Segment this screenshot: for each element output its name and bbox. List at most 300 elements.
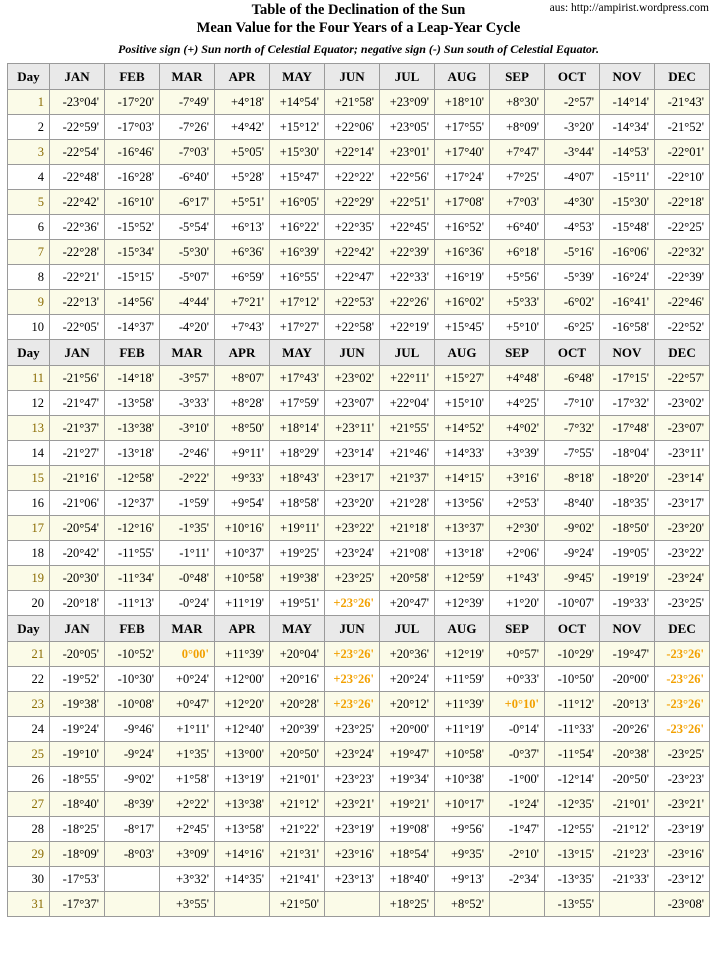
declination-cell: +23°23' bbox=[325, 767, 380, 792]
declination-cell: -6°48' bbox=[545, 366, 600, 391]
declination-cell: +14°52' bbox=[435, 416, 490, 441]
day-number-cell: 13 bbox=[8, 416, 50, 441]
declination-cell: +22°29' bbox=[325, 190, 380, 215]
declination-cell: -2°10' bbox=[490, 842, 545, 867]
table-row bbox=[8, 842, 710, 867]
declination-cell: +9°35' bbox=[435, 842, 490, 867]
declination-cell: -23°24' bbox=[655, 566, 710, 591]
table-row bbox=[8, 767, 710, 792]
declination-cell: -18°50' bbox=[600, 516, 655, 541]
declination-cell: +16°19' bbox=[435, 265, 490, 290]
declination-cell: +16°55' bbox=[270, 265, 325, 290]
header-cell-day: Day bbox=[8, 616, 50, 642]
declination-cell: +17°08' bbox=[435, 190, 490, 215]
declination-cell: -2°34' bbox=[490, 867, 545, 892]
declination-cell: -16°10' bbox=[105, 190, 160, 215]
declination-cell: -18°20' bbox=[600, 466, 655, 491]
declination-cell: -13°55' bbox=[545, 892, 600, 917]
declination-cell: -12°35' bbox=[545, 792, 600, 817]
declination-cell: -11°13' bbox=[105, 591, 160, 616]
table-row bbox=[8, 792, 710, 817]
declination-cell: -9°24' bbox=[545, 541, 600, 566]
declination-cell: +18°29' bbox=[270, 441, 325, 466]
declination-cell: -10°08' bbox=[105, 692, 160, 717]
declination-cell: -12°55' bbox=[545, 817, 600, 842]
declination-cell: -14°56' bbox=[105, 290, 160, 315]
declination-cell: -10°30' bbox=[105, 667, 160, 692]
declination-cell: +0°57' bbox=[490, 642, 545, 667]
declination-cell: +21°01' bbox=[270, 767, 325, 792]
declination-cell: +7°43' bbox=[215, 315, 270, 340]
declination-cell: +23°26' bbox=[325, 692, 380, 717]
declination-cell: -20°00' bbox=[600, 667, 655, 692]
declination-cell: +10°16' bbox=[215, 516, 270, 541]
declination-cell: -2°22' bbox=[160, 466, 215, 491]
declination-cell: +6°40' bbox=[490, 215, 545, 240]
declination-cell: +23°14' bbox=[325, 441, 380, 466]
declination-cell: +23°26' bbox=[325, 642, 380, 667]
declination-cell: +3°09' bbox=[160, 842, 215, 867]
declination-cell: -0°24' bbox=[160, 591, 215, 616]
declination-cell: -23°19' bbox=[655, 817, 710, 842]
declination-cell bbox=[215, 892, 270, 917]
declination-cell: -11°34' bbox=[105, 566, 160, 591]
declination-cell: +22°19' bbox=[380, 315, 435, 340]
declination-cell: +19°34' bbox=[380, 767, 435, 792]
table-row bbox=[8, 90, 710, 115]
declination-cell: +13°18' bbox=[435, 541, 490, 566]
declination-cell: -5°39' bbox=[545, 265, 600, 290]
declination-cell: -23°26' bbox=[655, 717, 710, 742]
declination-cell: -7°32' bbox=[545, 416, 600, 441]
declination-cell: +17°59' bbox=[270, 391, 325, 416]
declination-cell: +1°58' bbox=[160, 767, 215, 792]
declination-cell: -18°04' bbox=[600, 441, 655, 466]
table-row bbox=[8, 466, 710, 491]
declination-cell: -12°14' bbox=[545, 767, 600, 792]
day-number-cell: 29 bbox=[8, 842, 50, 867]
declination-cell: +15°10' bbox=[435, 391, 490, 416]
declination-cell: -8°17' bbox=[105, 817, 160, 842]
declination-cell: -0°37' bbox=[490, 742, 545, 767]
declination-cell: +20°36' bbox=[380, 642, 435, 667]
declination-cell: +5°28' bbox=[215, 165, 270, 190]
declination-cell: -20°54' bbox=[50, 516, 105, 541]
declination-cell: +23°26' bbox=[325, 591, 380, 616]
declination-cell: +7°21' bbox=[215, 290, 270, 315]
declination-cell: +19°38' bbox=[270, 566, 325, 591]
declination-cell: -20°05' bbox=[50, 642, 105, 667]
day-number-cell: 26 bbox=[8, 767, 50, 792]
declination-cell: -9°02' bbox=[105, 767, 160, 792]
declination-cell: +13°38' bbox=[215, 792, 270, 817]
header-cell-month: FEB bbox=[105, 616, 160, 642]
day-number-cell: 17 bbox=[8, 516, 50, 541]
declination-cell: -7°10' bbox=[545, 391, 600, 416]
table-row bbox=[8, 215, 710, 240]
header-cell-month: SEP bbox=[490, 64, 545, 90]
table-row bbox=[8, 140, 710, 165]
header-cell-month: FEB bbox=[105, 340, 160, 366]
sign-convention-note: Positive sign (+) Sun north of Celestial Equator; negative sign (-) Sun south of Celestial Equator. bbox=[118, 42, 599, 56]
declination-cell: +16°22' bbox=[270, 215, 325, 240]
header-cell-month: NOV bbox=[600, 340, 655, 366]
declination-cell: +21°18' bbox=[380, 516, 435, 541]
declination-cell: -15°15' bbox=[105, 265, 160, 290]
declination-cell: -2°57' bbox=[545, 90, 600, 115]
header-cell-month: MAR bbox=[160, 616, 215, 642]
declination-cell: -21°27' bbox=[50, 441, 105, 466]
table-row bbox=[8, 566, 710, 591]
table-row bbox=[8, 115, 710, 140]
declination-cell: -4°44' bbox=[160, 290, 215, 315]
declination-cell: -14°18' bbox=[105, 366, 160, 391]
declination-cell: -23°07' bbox=[655, 416, 710, 441]
declination-cell: -23°21' bbox=[655, 792, 710, 817]
table-row bbox=[8, 742, 710, 767]
declination-cell: +19°21' bbox=[380, 792, 435, 817]
table-row bbox=[8, 366, 710, 391]
declination-cell: +2°45' bbox=[160, 817, 215, 842]
declination-cell: -19°10' bbox=[50, 742, 105, 767]
declination-cell: -20°18' bbox=[50, 591, 105, 616]
declination-cell: -7°49' bbox=[160, 90, 215, 115]
declination-cell: -10°07' bbox=[545, 591, 600, 616]
declination-cell: +20°16' bbox=[270, 667, 325, 692]
declination-cell: -17°15' bbox=[600, 366, 655, 391]
declination-cell: -21°33' bbox=[600, 867, 655, 892]
declination-cell: -13°58' bbox=[105, 391, 160, 416]
declination-cell: -19°05' bbox=[600, 541, 655, 566]
declination-cell: +23°25' bbox=[325, 717, 380, 742]
declination-cell: -23°26' bbox=[655, 667, 710, 692]
declination-cell: -14°14' bbox=[600, 90, 655, 115]
declination-cell: +23°02' bbox=[325, 366, 380, 391]
declination-cell: +8°09' bbox=[490, 115, 545, 140]
declination-cell: +19°47' bbox=[380, 742, 435, 767]
declination-cell: -23°22' bbox=[655, 541, 710, 566]
day-number-cell: 14 bbox=[8, 441, 50, 466]
declination-cell: +22°11' bbox=[380, 366, 435, 391]
declination-cell: +18°43' bbox=[270, 466, 325, 491]
declination-cell: +14°16' bbox=[215, 842, 270, 867]
day-number-cell: 7 bbox=[8, 240, 50, 265]
declination-cell: -8°40' bbox=[545, 491, 600, 516]
table-row bbox=[8, 290, 710, 315]
declination-cell: +9°11' bbox=[215, 441, 270, 466]
declination-cell: -15°30' bbox=[600, 190, 655, 215]
declination-cell: -11°55' bbox=[105, 541, 160, 566]
declination-cell: -17°53' bbox=[50, 867, 105, 892]
declination-cell: +23°16' bbox=[325, 842, 380, 867]
declination-cell: +22°33' bbox=[380, 265, 435, 290]
declination-cell: -1°59' bbox=[160, 491, 215, 516]
declination-cell: +7°47' bbox=[490, 140, 545, 165]
header-cell-month: JUL bbox=[380, 64, 435, 90]
declination-cell: -22°42' bbox=[50, 190, 105, 215]
declination-cell: +12°19' bbox=[435, 642, 490, 667]
declination-cell: +10°37' bbox=[215, 541, 270, 566]
declination-cell: -3°20' bbox=[545, 115, 600, 140]
declination-cell: -21°47' bbox=[50, 391, 105, 416]
declination-cell: -21°23' bbox=[600, 842, 655, 867]
declination-cell: -16°28' bbox=[105, 165, 160, 190]
table-row bbox=[8, 165, 710, 190]
header-cell-month: MAY bbox=[270, 616, 325, 642]
day-number-cell: 5 bbox=[8, 190, 50, 215]
declination-cell: +8°50' bbox=[215, 416, 270, 441]
declination-cell: -10°29' bbox=[545, 642, 600, 667]
day-number-cell: 23 bbox=[8, 692, 50, 717]
declination-cell: +22°51' bbox=[380, 190, 435, 215]
header-cell-month: OCT bbox=[545, 340, 600, 366]
table-header-row bbox=[8, 340, 710, 366]
declination-cell: -14°34' bbox=[600, 115, 655, 140]
declination-cell: -13°15' bbox=[545, 842, 600, 867]
declination-cell: -21°56' bbox=[50, 366, 105, 391]
table-row bbox=[8, 867, 710, 892]
declination-cell: +20°12' bbox=[380, 692, 435, 717]
declination-cell: -12°58' bbox=[105, 466, 160, 491]
declination-cell: +17°40' bbox=[435, 140, 490, 165]
declination-cell: -18°09' bbox=[50, 842, 105, 867]
declination-cell: -0°48' bbox=[160, 566, 215, 591]
declination-cell: +15°27' bbox=[435, 366, 490, 391]
declination-cell: -22°13' bbox=[50, 290, 105, 315]
declination-cell: -6°02' bbox=[545, 290, 600, 315]
declination-cell: -21°01' bbox=[600, 792, 655, 817]
declination-cell bbox=[600, 892, 655, 917]
declination-cell: +21°58' bbox=[325, 90, 380, 115]
declination-cell: +16°02' bbox=[435, 290, 490, 315]
header-cell-month: OCT bbox=[545, 64, 600, 90]
table-row bbox=[8, 541, 710, 566]
declination-cell: +18°25' bbox=[380, 892, 435, 917]
declination-cell: -3°33' bbox=[160, 391, 215, 416]
declination-cell: -12°37' bbox=[105, 491, 160, 516]
declination-cell: +22°45' bbox=[380, 215, 435, 240]
header-cell-month: JUN bbox=[325, 64, 380, 90]
header-cell-month: APR bbox=[215, 64, 270, 90]
header-cell-month: NOV bbox=[600, 64, 655, 90]
declination-cell: +2°22' bbox=[160, 792, 215, 817]
declination-cell: +21°31' bbox=[270, 842, 325, 867]
declination-cell: -23°12' bbox=[655, 867, 710, 892]
header-cell-month: APR bbox=[215, 616, 270, 642]
declination-cell: +22°06' bbox=[325, 115, 380, 140]
declination-cell: -6°17' bbox=[160, 190, 215, 215]
declination-cell: +22°35' bbox=[325, 215, 380, 240]
header-cell-month: APR bbox=[215, 340, 270, 366]
header-cell-month: DEC bbox=[655, 616, 710, 642]
declination-cell: +23°13' bbox=[325, 867, 380, 892]
declination-cell: -22°28' bbox=[50, 240, 105, 265]
declination-cell: +0°33' bbox=[490, 667, 545, 692]
declination-cell: +14°33' bbox=[435, 441, 490, 466]
declination-cell: +22°42' bbox=[325, 240, 380, 265]
declination-cell: -20°38' bbox=[600, 742, 655, 767]
declination-cell: +22°39' bbox=[380, 240, 435, 265]
table-row bbox=[8, 240, 710, 265]
day-number-cell: 28 bbox=[8, 817, 50, 842]
declination-cell: -23°25' bbox=[655, 742, 710, 767]
declination-cell: +19°11' bbox=[270, 516, 325, 541]
declination-cell: -12°16' bbox=[105, 516, 160, 541]
declination-cell: -4°53' bbox=[545, 215, 600, 240]
declination-cell: -7°26' bbox=[160, 115, 215, 140]
declination-cell: -14°37' bbox=[105, 315, 160, 340]
declination-cell: -15°11' bbox=[600, 165, 655, 190]
declination-cell: -23°23' bbox=[655, 767, 710, 792]
declination-cell: -8°18' bbox=[545, 466, 600, 491]
header-cell-month: AUG bbox=[435, 616, 490, 642]
declination-cell: -16°24' bbox=[600, 265, 655, 290]
declination-cell: -22°54' bbox=[50, 140, 105, 165]
declination-cell: +23°09' bbox=[380, 90, 435, 115]
declination-cell: +13°00' bbox=[215, 742, 270, 767]
declination-cell: +22°22' bbox=[325, 165, 380, 190]
declination-cell: +12°00' bbox=[215, 667, 270, 692]
header-cell-month: JUL bbox=[380, 340, 435, 366]
declination-cell: +3°55' bbox=[160, 892, 215, 917]
declination-cell: -21°06' bbox=[50, 491, 105, 516]
declination-cell: -19°52' bbox=[50, 667, 105, 692]
declination-cell: -13°35' bbox=[545, 867, 600, 892]
header-cell-month: DEC bbox=[655, 340, 710, 366]
declination-cell: +4°25' bbox=[490, 391, 545, 416]
header-cell-month: MAY bbox=[270, 340, 325, 366]
declination-cell: -13°18' bbox=[105, 441, 160, 466]
table-row bbox=[8, 642, 710, 667]
page-title: Table of the Declination of the Sun bbox=[251, 2, 466, 18]
declination-cell: +22°14' bbox=[325, 140, 380, 165]
declination-cell: +19°08' bbox=[380, 817, 435, 842]
declination-cell: +0°24' bbox=[160, 667, 215, 692]
declination-cell: +23°22' bbox=[325, 516, 380, 541]
declination-cell: -6°40' bbox=[160, 165, 215, 190]
declination-cell: +8°28' bbox=[215, 391, 270, 416]
declination-cell: -10°50' bbox=[545, 667, 600, 692]
declination-cell: -22°48' bbox=[50, 165, 105, 190]
declination-cell: +20°28' bbox=[270, 692, 325, 717]
declination-cell: +23°07' bbox=[325, 391, 380, 416]
day-number-cell: 12 bbox=[8, 391, 50, 416]
table-row bbox=[8, 892, 710, 917]
declination-cell: +19°25' bbox=[270, 541, 325, 566]
declination-cell: -23°08' bbox=[655, 892, 710, 917]
declination-cell: -14°53' bbox=[600, 140, 655, 165]
declination-cell: -18°35' bbox=[600, 491, 655, 516]
header-cell-month: MAY bbox=[270, 64, 325, 90]
declination-cell: +0°10' bbox=[490, 692, 545, 717]
declination-cell: +17°24' bbox=[435, 165, 490, 190]
declination-cell: +17°55' bbox=[435, 115, 490, 140]
declination-cell: -23°17' bbox=[655, 491, 710, 516]
day-number-cell: 30 bbox=[8, 867, 50, 892]
declination-cell: -8°03' bbox=[105, 842, 160, 867]
declination-cell: +11°19' bbox=[435, 717, 490, 742]
declination-cell: +18°58' bbox=[270, 491, 325, 516]
declination-cell: -16°58' bbox=[600, 315, 655, 340]
declination-cell: -0°14' bbox=[490, 717, 545, 742]
declination-cell: +12°39' bbox=[435, 591, 490, 616]
declination-cell: -23°20' bbox=[655, 516, 710, 541]
declination-cell: +23°17' bbox=[325, 466, 380, 491]
declination-cell: -5°07' bbox=[160, 265, 215, 290]
declination-cell: +17°12' bbox=[270, 290, 325, 315]
declination-cell: +9°13' bbox=[435, 867, 490, 892]
page-subtitle: Mean Value for the Four Years of a Leap-Year Cycle bbox=[196, 20, 521, 36]
declination-cell: -23°11' bbox=[655, 441, 710, 466]
header-cell-month: JAN bbox=[50, 616, 105, 642]
day-number-cell: 19 bbox=[8, 566, 50, 591]
header-cell-month: DEC bbox=[655, 64, 710, 90]
day-number-cell: 6 bbox=[8, 215, 50, 240]
declination-cell: +22°53' bbox=[325, 290, 380, 315]
declination-cell: +14°35' bbox=[215, 867, 270, 892]
declination-cell: +4°02' bbox=[490, 416, 545, 441]
declination-cell: -23°02' bbox=[655, 391, 710, 416]
declination-cell: -5°16' bbox=[545, 240, 600, 265]
declination-cell: -4°20' bbox=[160, 315, 215, 340]
declination-cell: +15°12' bbox=[270, 115, 325, 140]
declination-cell: +20°50' bbox=[270, 742, 325, 767]
table-row bbox=[8, 315, 710, 340]
declination-cell: -20°30' bbox=[50, 566, 105, 591]
declination-cell: +21°50' bbox=[270, 892, 325, 917]
header-cell-month: JUN bbox=[325, 616, 380, 642]
header-cell-month: SEP bbox=[490, 340, 545, 366]
declination-cell: -21°43' bbox=[655, 90, 710, 115]
declination-cell: +16°05' bbox=[270, 190, 325, 215]
declination-cell: +15°30' bbox=[270, 140, 325, 165]
declination-cell: +10°17' bbox=[435, 792, 490, 817]
declination-cell: +14°54' bbox=[270, 90, 325, 115]
declination-cell: -4°07' bbox=[545, 165, 600, 190]
declination-cell: +5°10' bbox=[490, 315, 545, 340]
declination-cell: +18°40' bbox=[380, 867, 435, 892]
table-row bbox=[8, 416, 710, 441]
header-cell-month: FEB bbox=[105, 64, 160, 90]
table-row bbox=[8, 491, 710, 516]
declination-cell: -17°48' bbox=[600, 416, 655, 441]
declination-cell: +7°25' bbox=[490, 165, 545, 190]
declination-cell: -22°32' bbox=[655, 240, 710, 265]
declination-cell: -22°46' bbox=[655, 290, 710, 315]
declination-cell: -19°19' bbox=[600, 566, 655, 591]
declination-cell: +1°43' bbox=[490, 566, 545, 591]
declination-cell: +12°20' bbox=[215, 692, 270, 717]
declination-cell: +22°26' bbox=[380, 290, 435, 315]
declination-cell: -23°16' bbox=[655, 842, 710, 867]
declination-cell: +18°10' bbox=[435, 90, 490, 115]
day-number-cell: 4 bbox=[8, 165, 50, 190]
declination-cell: +23°11' bbox=[325, 416, 380, 441]
declination-cell: +23°05' bbox=[380, 115, 435, 140]
declination-table bbox=[7, 63, 710, 917]
declination-cell bbox=[325, 892, 380, 917]
declination-cell: -22°36' bbox=[50, 215, 105, 240]
declination-cell: +5°05' bbox=[215, 140, 270, 165]
declination-cell: +18°54' bbox=[380, 842, 435, 867]
declination-cell: +22°47' bbox=[325, 265, 380, 290]
declination-cell: +12°59' bbox=[435, 566, 490, 591]
header-cell-month: JUN bbox=[325, 340, 380, 366]
declination-cell: -23°04' bbox=[50, 90, 105, 115]
declination-cell: +13°37' bbox=[435, 516, 490, 541]
declination-cell: -21°16' bbox=[50, 466, 105, 491]
declination-cell: +4°48' bbox=[490, 366, 545, 391]
